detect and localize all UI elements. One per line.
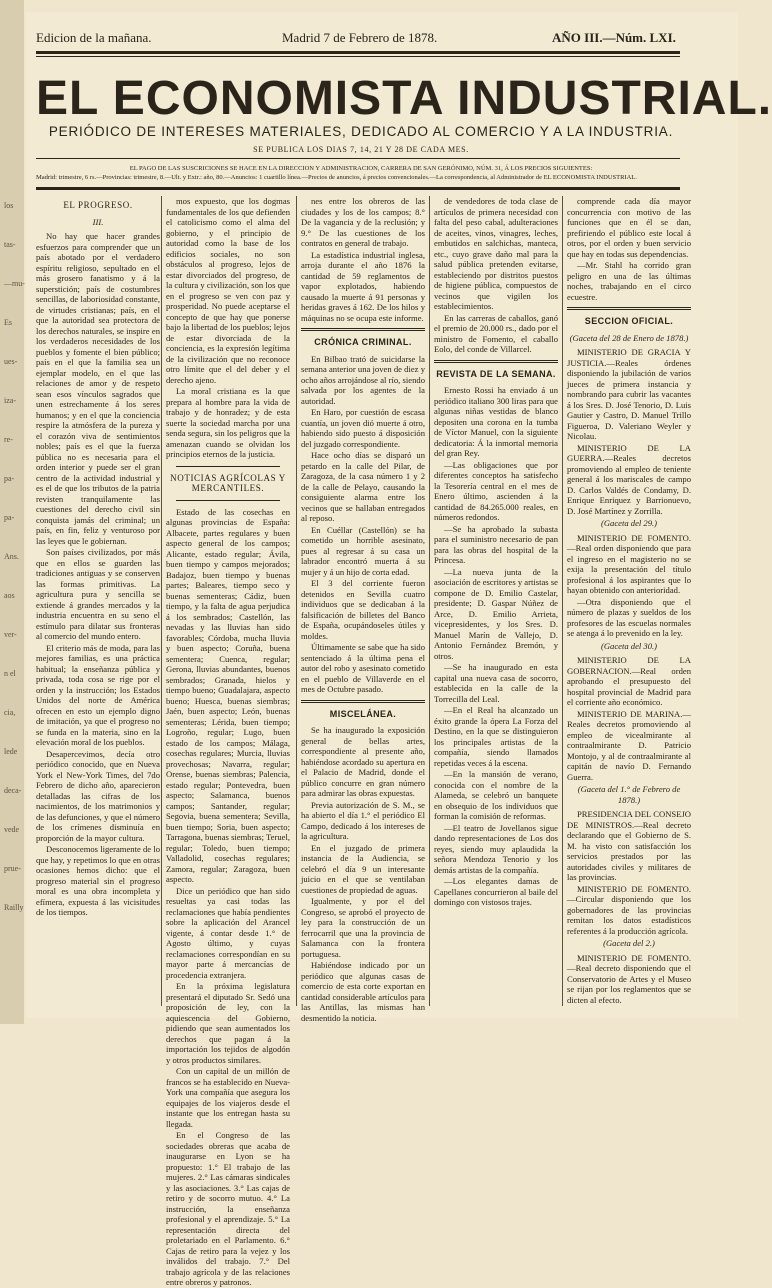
article-paragraph: Ernesto Rossi ha enviado á un periódico italiano 300 liras para que algunas niñas vestidas de blanco depositen una corona en la tumba de Víctor Manuel, con la siguiente dedicatoria: Á la inmortal memoria del gran Rey. [434,385,558,458]
article-paragraph: La moral cristiana es la que prepara al hombre para la vida de trabajo y de honradez; y de esta suerte la sociedad marcha por una senda segura, sin los peligros que la amenazan cuando se olvidan los principios eternos de la justicia. [166,386,290,459]
section-divider [176,466,280,467]
article-paragraph: Con un capital de un millón de francos se ha establecido en Nueva-York una compañía que asegura los equipajes de los viajeros desde el instante que los entregan hasta su llegada. [166,1066,290,1129]
article-paragraph: No hay que hacer grandes esfuerzos para comprender que un país abotado por el verdadero espíritu religioso, sepultado en el más grosero fanatismo y á la superstición; país de costumbres sencillas, de laboriosidad constante, de virtudes cristianas; país, en el que la autoridad sea protectora de los derechos naturales, se inspire en los verdaderos necesidades de los pueblos y fomente el bien público; país en el que la familia sea un ejemplar modelo, en el que las relaciones de amor y de respeto sean esos vínculos sagrados que unen estrechamente á los seres humanos; y en el que la conciencia respire la atmósfera de la pureza y el corazón viva de sentimientos nobles; país es el que la fuerza pública no es necesaria para el orden interior y puede ser el gran centro de la actividad industrial y es el de que los tributos de la patria revisten tranquilamente las cuestiones del derecho civil sin conquista jamás del criminal; un país, en fin, feliz y venturoso por las leyes que le gobiernan. [36,231,160,546]
publication-days: SE PUBLICA LOS DIAS 7, 14, 21 Y 28 DE CADA MES. [253,145,469,154]
column-rule [429,196,430,1006]
article-paragraph: Últimamente se sabe que ha sido sentenciado á la última pena el autor del robo y asesinato cometido en el pueblo de Villaverde en el mes de Octubre pasado. [301,642,425,694]
article-paragraph: —Se ha inaugurado en esta capital una nueva casa de socorro, establecida en la calle de la Torrecilla del Leal. [434,662,558,704]
masthead-subtitle: PERIÓDICO DE INTERESES MATERIALES, DEDICADO AL COMERCIO Y A LA INDUSTRIA. [48,124,674,139]
article-paragraph: —Otra disponiendo que el número de plazas y sueldos de los profesores de las escuelas normales se atenga á lo prevenido en la ley. [567,596,691,638]
article-paragraph: —Los elegantes damas de Capellanes concurrieron al baile del domingo con vistosos trajes. [434,876,558,907]
edge-fragment: iza- [4,396,16,405]
section-divider [301,700,425,703]
edge-fragment: n el [4,669,16,678]
section-heading: CRÓNICA CRIMINAL. [314,337,412,347]
column-4 [434,196,558,1016]
column-1 [36,196,160,1016]
edge-fragment: prue- [4,864,21,873]
section-subheading: (Gaceta del 28 de Enero de 1878.) [569,332,689,343]
article-paragraph: MINISTERIO DE FOMENTO.—Real decreto disponiendo que el Conservatorio de Artes y el Museo se rijan por los reglamentos que se dicten al efecto. [567,952,691,1005]
article-paragraph: El criterio más de moda, para las mejores familias, es una práctica habitual; la enseñanza pública y privada, toda cosa se rige por el orden y la instrucción; los Estados Unidos del norte de América ofrecen en esto un ejemplo digno de imitación, ya que el progreso no se funda en la materia, sino en la elevación moral de los pueblos. [36,642,160,747]
edge-fragment: —mu- [4,279,25,288]
edge-fragment: aos [4,591,15,600]
edge-fragment: Railly [4,903,24,912]
edge-fragment: tas- [4,240,16,249]
section-heading: NOTICIAS AGRÍCOLAS Y MERCANTILES. [170,472,286,493]
edge-fragment: deca- [4,786,22,795]
edge-fragment: Es [4,318,12,327]
article-paragraph: comprende cada día mayor concurrencia con motivo de las funciones que en él se dan, prefiriendo el público este local á otros, por el orden y buen servicio que hay en todas sus dependencias. [567,196,691,259]
header-rule-top [36,51,680,54]
article-paragraph: La estadística industrial inglesa, arroja durante el año 1876 la cantidad de 59 reglamentos de vapor explotados, habiendo causado la muerte á 91 personas y heridas graves á 162. De los hilos y máquinas no se ocupa este informe. [301,249,425,323]
section-divider [301,328,425,331]
article-paragraph: nes entre los obreros de las ciudades y los de los campos; 8.° De la vagancia y de la reclusión; y 9.° De las cuestiones de los contratos en general de trabajo. [301,196,425,248]
article-paragraph: MINISTERIO DE FOMENTO.—Circular disponiendo que los gobernadores de las provincias remitan los datos estadísticos referentes á la producción agrícola. [567,883,691,936]
article-paragraph: Son países civilizados, por más que en ellos se guarden las tradiciones antiguas y se conserven las formas primitivas. La agricultura pura y sencilla se extiende á grandes mercados y la industria encuentra en su seno el estímulo para dilatar sus fronteras al comercio del mundo entero. [36,547,160,641]
column-rule [161,196,162,1006]
section-subheading: (Gaceta del 30.) [600,640,658,651]
section-heading: REVISTA DE LA SEMANA. [436,368,556,379]
edge-fragment: re- [4,435,13,444]
article-paragraph: —Las obligaciones que por diferentes conceptos ha satisfecho la Tesorería central en el mes de Enero último, ascienden á la cantidad de 84.265.000 reales, en números redondos. [434,459,558,522]
subscription-info [36,164,686,182]
article-paragraph: En Haro, por cuestión de escasa cuantía, un joven dió muerte á otro, habiendo sido puesto á disposición del juzgado correspondiente. [301,407,425,449]
article-paragraph: En el Congreso de las sociedades obreras que acaba de inaugurarse en Lyon se ha propuesto: 1.° El trabajo de las mujeres. 2.° Las cámaras sindicales y las asociaciones. 3.° Las cajas de retiro y de socorro mutuo. 4.° La instrucción, la enseñanza profesional y el aprendizaje. 5.° La representación directa del proletariado en el Parlamento. 6.° Cajas de retiro para la vejez y los inválidos del trabajo. 7.° Del trabajo agrícola y de las relaciones entre obreros y patronos. [166,1130,290,1287]
section-subheading: (Gaceta del 1.° de Febrero de 1878.) [577,784,681,805]
article-paragraph: —El teatro de Jovellanos sigue dando representaciones de Los dos reyes, siendo muy aplaudida la señora Mendoza Tenorio y los demás artistas de la compañía. [434,822,558,875]
section-subheading: III. [92,216,104,227]
article-paragraph: MINISTERIO DE MARINA.—Reales decretos promoviendo al empleo de vicealmirante al contraalmirante D. Patricio Montojo, y al de contraalmirante al capitán de navío D. Fernando Guerra. [567,708,691,782]
article-paragraph: Se ha inaugurado la exposición general de bellas artes, correspondiente al presente año, habiéndose acordado su apertura en el Palacio de Madrid, donde el público concurre en gran número para admirar las obras expuestas. [301,725,425,798]
article-paragraph: —Se ha aprobado la subasta para el suministro necesario de pan para las obras del hospital de la Princesa. [434,523,558,565]
subscription-line-1: EL PAGO DE LAS SUSCRICIONES SE HACE EN LA DIRECCION Y ADMINISTRACION, CARRERA DE SAN GERÓNIMO, NÚM. 31, Á LOS PRECIOS SIGUIENTES: [129,165,593,172]
article-paragraph: Desapercevimos, decía otro periódico conocido, que en Nueva York el New-York Times, del 7do Febrero de dicho año, aparecieron detalladas las cifras de los nacimientos, de los matrimonios y de las defunciones, y que el número de los crímenes disminuía en proporción de la mayor cultura. [36,748,160,843]
section-heading: SECCION OFICIAL. [584,316,674,326]
section-divider [176,500,280,501]
section-subheading: (Gaceta del 2.) [603,938,655,948]
column-2 [166,196,290,1287]
article-paragraph: Previa autorización de S. M., se ha abierto el día 1.° el periódico El Campo, dedicado á los intereses de la agricultura. [301,799,425,841]
article-paragraph: En Cuéllar (Castellón) se ha cometido un horrible asesinato, pues al regresar á su casa un labrador encontró muerta á su mujer y á un hijo de corta edad. [301,524,425,577]
article-paragraph: —En la mansión de verano, conocida con el nombre de la Alameda, se celebró un banquete en obsequio de los individuos que forman la comisión de reformas. [434,769,558,821]
article-paragraph: Igualmente, y por el del Congreso, se aprobó el proyecto de ley para la construcción de un ferrocarril que una la provincia de Salamanca con la frontera portuguesa. [301,896,425,959]
article-paragraph: En la próxima legislatura presentará el diputado Sr. Sedó una proposición de ley, con la aquiescencia del Gobierno, pidiendo que sean aumentados los derechos que pagan á la importación los tejidos de algodón y otros productos similares. [166,981,290,1065]
article-paragraph: MINISTERIO DE FOMENTO.—Real orden disponiendo que para el ingreso en el magisterio no se exija la presentación del título profesional á los aspirantes que lo hayan obtenido con anterioridad. [567,532,691,595]
section-subheading: (Gaceta del 29.) [600,518,658,528]
subscription-line-2: Madrid: trimestre, 6 rs.—Provincias: trimestre, 8.—Ult. y Extr.: año, 80.—Anuncios: 1 cuartillo línea.—Precios de anuncios, á precios convencionales.—La correspondencia, al Administrador de EL ECONOMISTA INDUSTRIAL. [36,174,637,181]
edge-fragment: pa- [4,474,15,483]
adjacent-page-edge [0,0,24,1024]
adjacent-page-text [2,200,24,913]
article-paragraph: Dice un periódico que han sido resueltas ya casi todas las reclamaciones que había pendientes sobre la aplicación del Arancel vigente, á contar desde 1.° de Agosto último, y cuyas reclamaciones correspondían en su mayor parte á mercancías de procedencia extranjera. [166,885,290,980]
article-paragraph: PRESIDENCIA DEL CONSEJO DE MINISTROS.—Real decreto declarando que el Gobierno de S. M. ha visto con satisfacción los servicios prestados por las autoridades civiles y militares de las provincias. [567,809,691,882]
section-divider [567,307,691,310]
article-paragraph: —En el Real ha alcanzado un éxito grande la ópera La Forza del Destino, en la que se distinguieron los principales artistas de la compañía, siendo llamados repetidas veces á la escena. [434,705,558,768]
edge-fragment: cia, [4,708,16,717]
article-paragraph: En el juzgado de primera instancia de la Audiencia, se celebró el día 9 un interesante juicio en el que se ventilaban cuestiones de propiedad de aguas. [301,842,425,895]
edge-fragment: lede [4,747,18,756]
article-paragraph: En Bilbao trató de suicidarse la semana anterior una joven de diez y ocho años arrojándose al río, siendo salvada por los agentes de la autoridad. [301,353,425,406]
article-paragraph: —Mr. Stahl ha corrido gran peligro en una de las últimas noches, trabajando en el circo ecuestre. [567,260,691,302]
edge-fragment: pa- [4,513,15,522]
article-paragraph: de vendedores de toda clase de artículos de primera necesidad con falta del peso cabal, adulteraciones de aceites, vinos, vinagres, leches, embutidos en salchichas, manteca, etc., cuyo grave daño mal para la salud pública pretenden evitarse, estableciendo por distritos puestos de higiene pública, compuestos de vecinos que vigilen los establecimientos. [434,196,558,311]
article-paragraph: Habiéndose indicado por un periódico que algunas casas de comercio de esta corte exportan en cantidad considerable artículos para las Antillas, las mismas han desmentido la noticia. [301,960,425,1023]
column-3 [301,196,425,1023]
article-paragraph: —La nueva junta de la asociación de escritores y artistas se compone de D. Emilio Castelar, presidente; D. Gaspar Núñez de Arce, D. Emilio Arrieta, vicepresidentes, y los Sres. D. Manuel Marín de Vallejo, D. Antonio Fernández Bremón, y otros. [434,566,558,661]
edge-fragment: vede [4,825,20,834]
column-5 [567,196,691,1016]
edition-label: Edicion de la mañana. [36,30,152,45]
issue-number: AÑO III.—Núm. LXI. [552,30,676,45]
section-divider [434,360,558,363]
edge-fragment: ues- [4,357,18,366]
article-paragraph: Estado de las cosechas en algunas provincias de España: Albacete, partes regulares y buen aspecto general de los campos; Alicante, estado regular; Ávila, buen tiempo y campos mejorados; Badajoz, buen tiempo y buenas partes; Baleares, tiempo seco y buenas sementeras; Cádiz, buen tiempo, y la falta de agua perjudica á los sembrados; Castellón, las nevadas y las lluvias han sido favorables; Córdoba, mucha lluvia y buen aspecto; Coruña, buena sementera; Cuenca, regular; Gerona, lluvias abundantes, buenos sembrados; Granada, hielos y tiempo bueno; Guadalajara, aspecto bueno; Huesca, buenas siembras; Jaén, buen aspecto; León, buenas sementeras; Lérida, buen tiempo; Logroño, regular; Lugo, buen estado de los campos; Málaga, cosechas regulares; Murcia, lluvias provechosas; Navarra, regular; Orense, buenas siembras; Palencia, estado regular; Pontevedra, buen aspecto; Salamanca, buenos campos; Santander, regular; Segovia, buena sementera; Sevilla, buen tiempo; Soria, buen aspecto; Tarragona, buenas siembras; Teruel, regular; Toledo, buen tiempo; Valladolid, cosechas regulares; Zamora, regular; Zaragoza, buen aspecto. [166,506,290,884]
article-paragraph: mos expuesto, que los dogmas fundamentales de los que defienden el catolicismo como el alma del gobierno, y el principio de autoridad como la base de los edificios sociales, no son obstáculos al progreso, lejos de estar divorciados del progreso, de la cultura y civilización, son los que en el progreso se ven con paz y prosperidad. No puede aceptarse el concepto de que hay que ponerse bajo la libertad de los pueblos; lejos de estar divorciada de la conciencia, es la expresión legítima de la civilización que no reconoce otro límite que el del deber y el derecho ajeno. [166,196,290,385]
masthead-rule [36,158,680,159]
article-paragraph: Hace ocho días se disparó un petardo en la calle del Pilar, de Zaragoza, de la casa número 1 y 2 de la calle de Pelayo, causando la consiguiente alarma entre los vecinos que se hallaban entregados al reposo. [301,450,425,523]
masthead-title: EL ECONOMISTA INDUSTRIAL. [36,72,772,125]
article-paragraph: Desconocemos ligeramente de lo que hay, y repetimos lo que en otras ocasiones hemos dicho: que el progreso material sin el progreso moral es una obra incompleta y efímera, expuesta á las vicisitudes de los tiempos. [36,844,160,917]
article-paragraph: El 3 del corriente fueron detenidos en Sevilla cuatro individuos que se dedicaban á la falsificación de billetes del Banco de España, ocupándoseles útiles y moldes. [301,578,425,641]
edge-fragment: los [4,201,14,210]
edge-fragment: Ans. [4,552,19,561]
body-rule-top [36,187,680,190]
column-rule [562,196,563,1006]
section-heading: MISCELÁNEA. [329,708,397,719]
column-rule [296,196,297,1006]
header-rule-thin [36,56,680,57]
article-paragraph: MINISTERIO DE GRACIA Y JUSTICIA.—Reales órdenes disponiendo la jubilación de varios jueces de primera instancia y nombrando para cubrir las vacantes á los Sres. D. José Tenorio, D. Luis Gautier y Castro, D. Manuel Trillo Figueroa, D. Valeriano Weyler y Nicolau. [567,347,691,441]
date-label: Madrid 7 de Febrero de 1878. [282,30,438,45]
article-paragraph: MINISTERIO DE LA GOBERNACION.—Real orden aprobando el presupuesto del hospital provincial de Madrid para el corriente año económico. [567,655,691,707]
article-paragraph: En las carreras de caballos, ganó el premio de 20.000 rs., dado por el ministro de Fomento, el caballo Eolo, del conde de Villarcel. [434,312,558,354]
edge-fragment: ver- [4,630,17,639]
section-heading: EL PROGRESO. [63,200,133,210]
article-paragraph: MINISTERIO DE LA GUERRA.—Reales decretos promoviendo al empleo de teniente general á los mariscales de campo D. Carlos Valdés de Condamy, D. Enrique Enriquez y Barrionuevo, D. José Martínez y Zorrilla. [567,442,691,516]
